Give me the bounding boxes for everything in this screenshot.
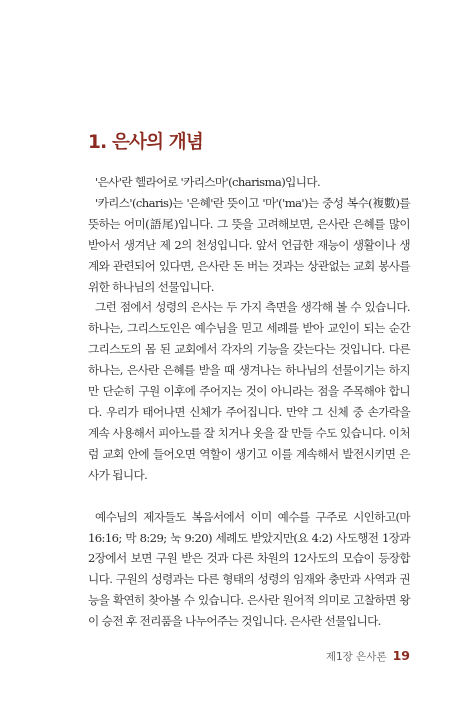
page-number: 19 xyxy=(392,648,410,663)
paragraph: '카리스'(charis)는 '은혜'란 뜻이고 '마'('ma')는 중성 복수(複數)를 뜻하는 어미(語尾)입니다. 그 뜻을 고려해보면, 은사란 은혜를 많이 받아서 생겨난 제 2의 천성입니다. 앞서 언급한 재능이 생활이나 생계와 관련되어 있다면, 은사란 돈 버는 것과는 상관없는 교회 봉사를 위한 하나님의 선물입니다. xyxy=(88,195,410,294)
running-footer-chapter: 제1장 은사론 xyxy=(325,651,387,663)
page-footer xyxy=(326,648,410,664)
paragraph: 그런 점에서 성령의 은사는 두 가지 측면을 생각해 볼 수 있습니다. 하나는, 그리스도인은 예수님을 믿고 세례를 받아 교인이 되는 순간 그리스도의 몸 된 교회에서 각자의 기능을 갖는다는 것입니다. 다른 하나는, 은사란 은혜를 받을 때 생겨나는 하나님의 선물이기는 하지만 단순히 구원 이후에 주어지는 것이 아니라는 점을 주목해야 합니다. 우리가 태어나면 신체가 주어집니다. 만약 그 신체 중 손가락을 계속 사용해서 피아노를 잘 치거나 옷을 잘 만들 수도 있습니다. 이처럼 교회 안에 들어오면 역할이 생기고 이를 계속해서 발전시키면 은사가 됩니다. xyxy=(88,300,410,482)
paragraph: '은사'란 헬라어로 '카리스마'(charisma)입니다. xyxy=(95,175,321,189)
paragraph-spacer xyxy=(88,486,410,507)
paragraph: 예수님의 제자들도 복음서에서 이미 예수를 구주로 시인하고(마 16:16; 막 8:29; 눅 9:20) 세례도 받았지만(요 4:2) 사도행전 1장과 2장에서 보면 구원 받은 것과 다른 차원의 12사도의 모습이 등장합니다. 구원의 성령과는 다른 형태의 성령의 임재와 충만과 사역과 권능을 확연히 찾아볼 수 있습니다. 은사란 원어적 의미로 고찰하면 왕이 승전 후 전리품을 나누어주는 것입니다. 은사란 선물입니다. xyxy=(88,509,410,629)
body-text xyxy=(88,172,410,632)
section-heading: 1. 은사의 개념 xyxy=(88,132,203,153)
